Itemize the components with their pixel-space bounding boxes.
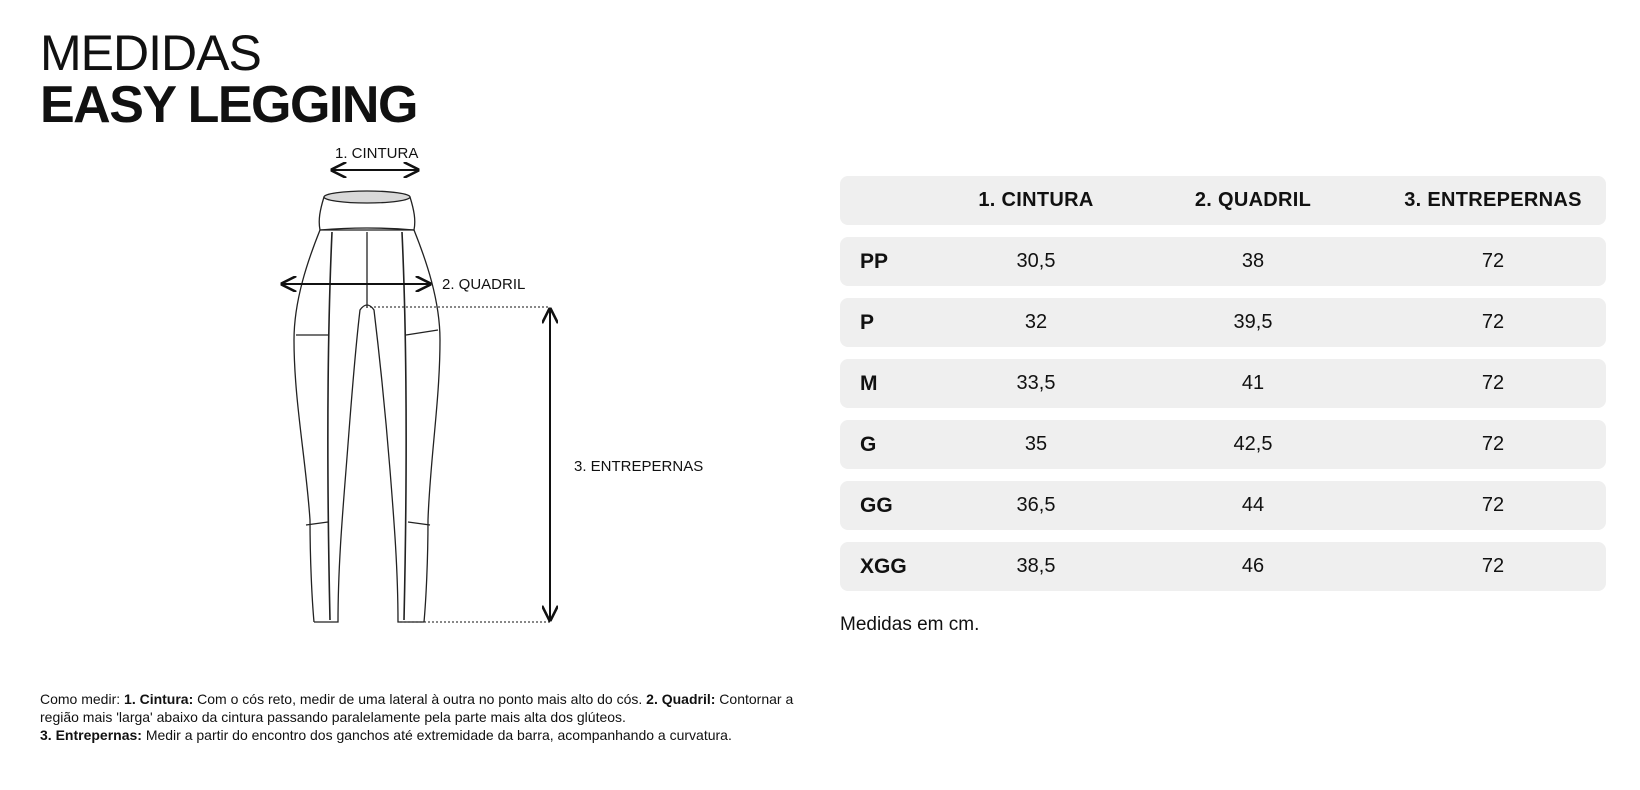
hip-label: 2. QUADRIL [442, 276, 526, 293]
instructions-prefix: Como medir: [40, 691, 125, 707]
page-title [40, 25, 417, 134]
title-line-medidas: MEDIDAS [40, 25, 261, 81]
cell-size: PP [860, 249, 889, 273]
cell-quadril: 44 [1241, 494, 1265, 516]
cell-entrepernas: 72 [1481, 250, 1505, 272]
table-row [840, 359, 1606, 408]
instructions-waist-label: 1. Cintura: [124, 691, 194, 707]
cell-quadril: 42,5 [1233, 433, 1273, 455]
cell-cintura: 30,5 [1016, 250, 1056, 272]
legging-illustration [250, 140, 770, 660]
instructions-waist-text: Com o cós reto, medir de uma lateral à outra no ponto mais alto do cós. [193, 691, 647, 707]
table-row [840, 298, 1606, 347]
table-row [840, 481, 1606, 530]
cell-size: G [860, 432, 877, 456]
cell-size: XGG [860, 554, 907, 578]
cell-size: GG [860, 493, 893, 517]
table-row [840, 542, 1606, 591]
cell-quadril: 39,5 [1233, 311, 1273, 333]
units-note: Medidas em cm. [840, 614, 980, 635]
title-line-product: EASY LEGGING [40, 76, 417, 134]
measuring-instructions [40, 690, 800, 744]
instructions-inseam-label: 3. Entrepernas: [40, 727, 142, 743]
instructions-hip-label: 2. Quadril: [646, 691, 716, 707]
cell-cintura: 38,5 [1016, 555, 1056, 577]
cell-entrepernas: 72 [1481, 311, 1505, 333]
waist-label: 1. CINTURA [335, 145, 419, 162]
inseam-label: 3. ENTREPERNAS [574, 458, 704, 475]
cell-entrepernas: 72 [1481, 372, 1505, 394]
cell-entrepernas: 72 [1481, 555, 1505, 577]
cell-cintura: 35 [1024, 433, 1048, 455]
table-row [840, 420, 1606, 469]
cell-entrepernas: 72 [1481, 433, 1505, 455]
cell-quadril: 41 [1241, 372, 1265, 394]
legging-outline [294, 191, 440, 622]
instructions-inseam-text: Medir a partir do encontro dos ganchos até extremidade da barra, acompanhando a curvatura. [141, 727, 732, 743]
header-cell-quadril: 2. QUADRIL [1194, 189, 1312, 211]
cell-quadril: 38 [1241, 250, 1265, 272]
table-row [840, 237, 1606, 286]
cell-quadril: 46 [1241, 555, 1265, 577]
cell-cintura: 36,5 [1016, 494, 1056, 516]
cell-entrepernas: 72 [1481, 494, 1505, 516]
cell-cintura: 32 [1024, 311, 1048, 333]
header-cell-cintura: 1. CINTURA [978, 189, 1094, 211]
instructions-hip-text: Contornar a região mais 'larga' abaixo da cintura passando paralelamente pela parte mais alta dos glúteos. [40, 691, 794, 725]
cell-size: M [860, 371, 878, 395]
size-table [840, 176, 1606, 603]
cell-cintura: 33,5 [1016, 372, 1056, 394]
legging-diagram [250, 140, 770, 660]
header-cell-entrepernas: 3. ENTREPERNAS [1404, 189, 1582, 211]
table-header-row [840, 176, 1606, 225]
cell-size: P [860, 310, 875, 334]
